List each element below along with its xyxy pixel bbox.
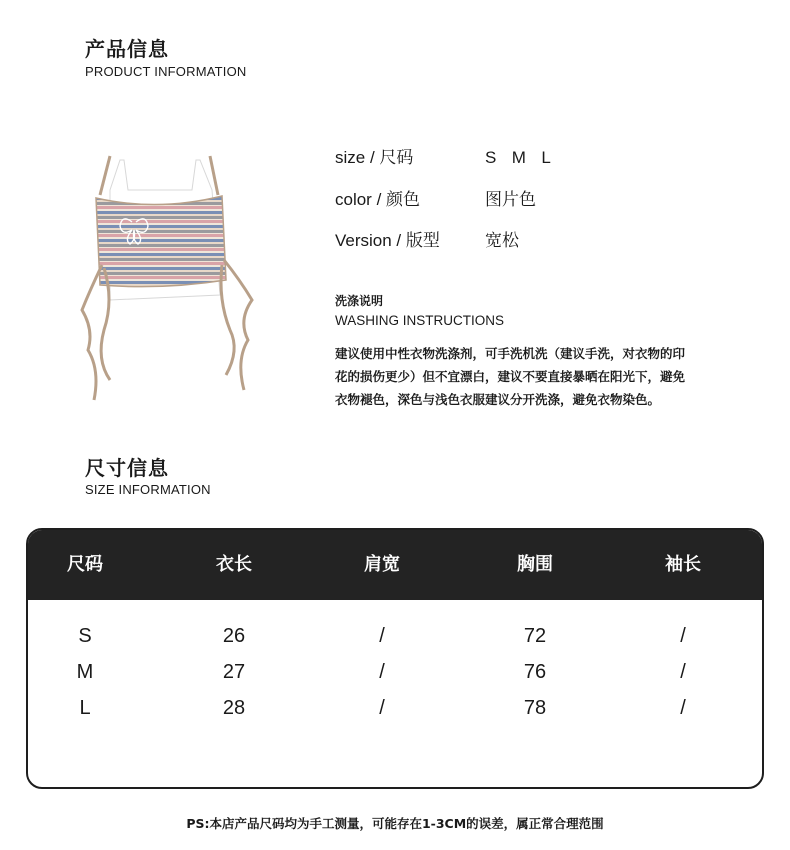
table-cell: M: [76, 661, 94, 683]
table-cell: 72: [523, 625, 547, 647]
spec-size-label: size / 尺码: [335, 148, 414, 167]
spec-size: [335, 143, 553, 168]
table-cell: /: [680, 697, 686, 719]
table-cell: 76: [523, 661, 547, 683]
spec-color-label: color / 颜色: [335, 190, 421, 209]
washing-line: 建议使用中性衣物洗涤剂，可手洗机洗（建议手洗，对衣物的印: [335, 346, 686, 361]
washing-line: 花的损伤更少）但不宜漂白，建议不要直接暴晒在阳光下，避免: [335, 369, 686, 384]
product-info-subtitle: PRODUCT INFORMATION: [85, 64, 247, 79]
table-cell: 28: [222, 697, 246, 719]
product-photo: [70, 150, 270, 420]
washing-subtitle: WASHING INSTRUCTIONS: [335, 313, 505, 328]
header-shoulder: 肩宽: [364, 554, 400, 575]
table-cell: /: [680, 625, 686, 647]
size-table-header: [28, 530, 762, 600]
size-info-subtitle: SIZE INFORMATION: [85, 482, 211, 497]
table-cell: /: [379, 697, 385, 719]
header-bust: 胸围: [517, 554, 553, 575]
table-cell: L: [79, 697, 91, 719]
header-size: 尺码: [67, 554, 103, 575]
spec-version-label: Version / 版型: [335, 231, 440, 250]
table-cell: 78: [523, 697, 547, 719]
size-table: [26, 528, 764, 789]
spec-size-value: S M L: [485, 148, 553, 167]
footnote: PS:本店产品尺码均为手工测量，可能存在1-3CM的误差，属正常合理范围: [186, 816, 604, 831]
table-cell: 26: [222, 625, 246, 647]
spec-version-value: 宽松: [485, 231, 519, 250]
spec-color-value: 图片色: [485, 190, 536, 209]
product-info-title: 产品信息: [85, 37, 169, 61]
washing-text: [335, 342, 735, 411]
size-info-title: 尺寸信息: [85, 456, 169, 480]
washing-line: 衣物褪色，深色与浅色衣服建议分开洗涤，避免衣物染色。: [335, 392, 661, 407]
header-length: 衣长: [216, 554, 252, 575]
spec-version: [335, 226, 519, 251]
washing-title: 洗涤说明: [335, 294, 384, 308]
table-cell: S: [78, 625, 92, 647]
table-cell: /: [379, 661, 385, 683]
table-cell: /: [379, 625, 385, 647]
header-sleeve: 袖长: [665, 554, 701, 575]
table-cell: /: [680, 661, 686, 683]
spec-color: [335, 185, 536, 210]
table-cell: 27: [222, 661, 246, 683]
